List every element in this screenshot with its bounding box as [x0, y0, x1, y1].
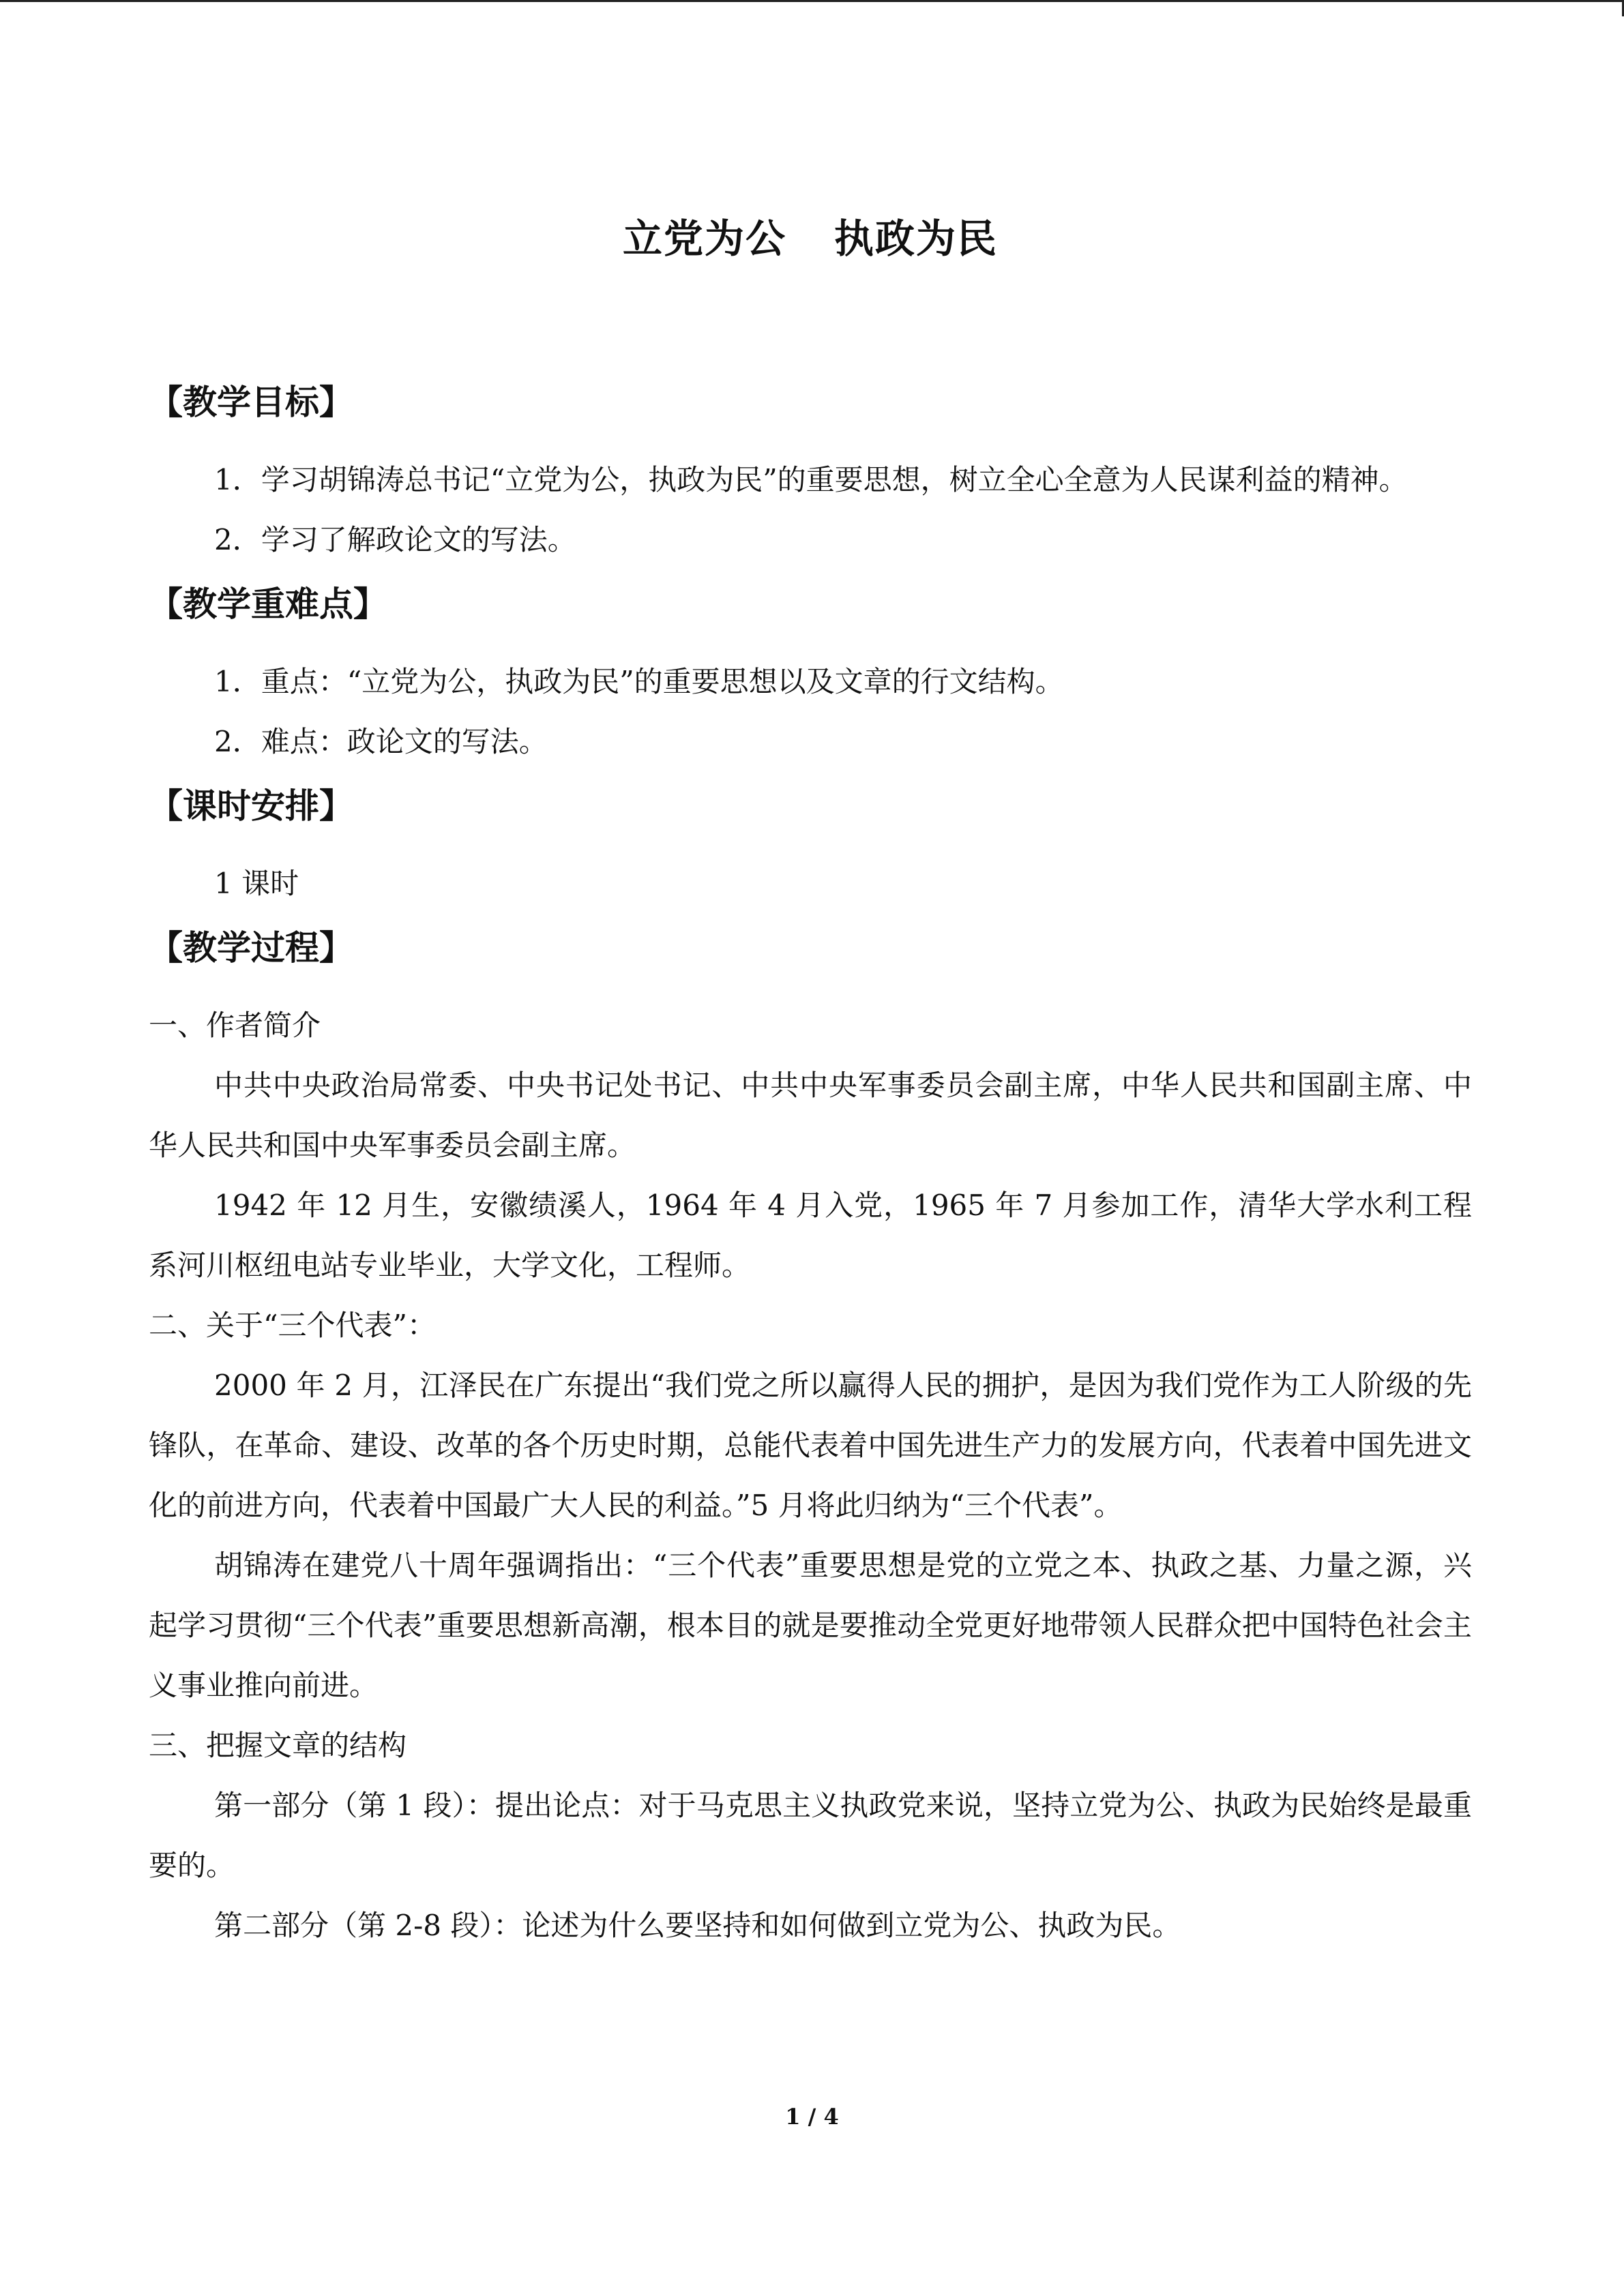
process-part3-paragraph-1: 第一部分（第 1 段）：提出论点：对于马克思主义执政党来说，坚持立党为公、执政为民始终是最重要的。 — [149, 1789, 1472, 1882]
title-part-two: 执政为民 — [834, 215, 999, 262]
goal-item-2: 2．学习了解政论文的写法。 — [214, 523, 576, 556]
process-part2-paragraph-1: 2000 年 2 月，江泽民在广东提出“我们党之所以赢得人民的拥护，是因为我们党作为工人阶级的先锋队，在革命、建设、改革的各个历史时期，总能代表着中国先进生产力的发展方向，代表着中国先进文化的前进方向，代表着中国最广大人民的利益。”5 月将此归纳为“三个代表”。 — [149, 1369, 1472, 1522]
section-heading-schedule: 【课时安排】 — [149, 786, 353, 826]
process-part2-title: 二、关于“三个代表”： — [149, 1309, 436, 1342]
section-heading-key-points: 【教学重难点】 — [149, 584, 387, 624]
key-point-item-2: 2．难点：政论文的写法。 — [214, 725, 548, 758]
section-heading-goals: 【教学目标】 — [149, 383, 353, 422]
process-part3-title: 三、把握文章的结构 — [149, 1729, 407, 1762]
title-part-one: 立党为公 — [622, 215, 786, 262]
key-point-item-1: 1．重点：“立党为公，执政为民”的重要思想以及文章的行文结构。 — [214, 665, 1064, 698]
process-part2-paragraph-2: 胡锦涛在建党八十周年强调指出：“三个代表”重要思想是党的立党之本、执政之基、力量之源，兴起学习贯彻“三个代表”重要思想新高潮，根本目的就是要推动全党更好地带领人民群众把中国特色社会主义事业推向前进。 — [149, 1549, 1472, 1702]
process-part1-paragraph-2: 1942 年 12 月生，安徽绩溪人，1964 年 4 月入党，1965 年 7 月参加工作，清华大学水利工程系河川枢纽电站专业毕业，大学文化，工程师。 — [149, 1189, 1472, 1282]
page-number: 1 / 4 — [785, 2104, 839, 2130]
process-part3-paragraph-2: 第二部分（第 2-8 段）：论述为什么要坚持和如何做到立党为公、执政为民。 — [214, 1909, 1181, 1942]
document-title — [149, 205, 1472, 273]
process-part1-title: 一、作者简介 — [149, 1009, 321, 1042]
schedule-text: 1 课时 — [214, 867, 299, 900]
goal-item-1: 1．学习胡锦涛总书记“立党为公，执政为民”的重要思想，树立全心全意为人民谋利益的精神。 — [214, 463, 1408, 496]
section-heading-process: 【教学过程】 — [149, 928, 353, 968]
top-border-line — [0, 0, 1624, 2]
document-body — [149, 205, 1472, 1956]
process-part1-paragraph-1: 中共中央政治局常委、中央书记处书记、中共中央军事委员会副主席，中华人民共和国副主席、中华人民共和国中央军事委员会副主席。 — [149, 1069, 1472, 1162]
